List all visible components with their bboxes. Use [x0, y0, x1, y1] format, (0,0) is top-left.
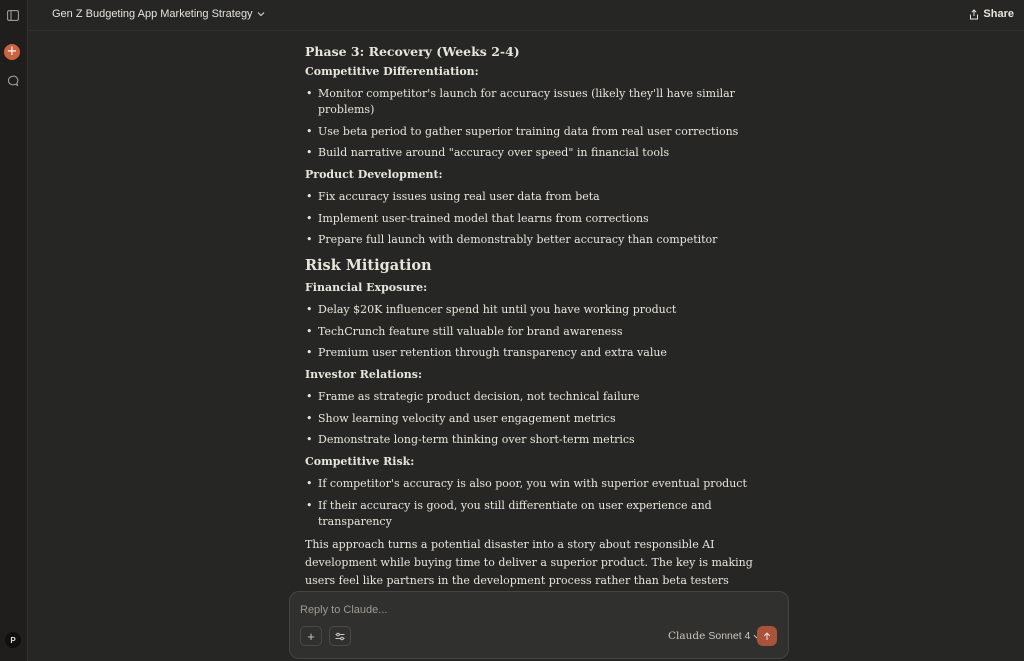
reply-input[interactable] — [300, 602, 770, 618]
share-label: Share — [983, 8, 1014, 20]
closing-paragraph: This approach turns a potential disaster into a story about responsible AI development while buying time to deliver a superior product. The key is making users feel like partners in the development process rather than beta testers — [305, 537, 753, 587]
bullet-list — [305, 389, 765, 448]
add-attachment-button[interactable] — [300, 626, 322, 646]
list-item: • Frame as strategic product decision, not technical failure — [305, 389, 765, 405]
list-item: • If competitor's accuracy is also poor, you win with superior eventual product — [305, 476, 765, 492]
plus-icon: + — [6, 44, 18, 59]
list-item: • TechCrunch feature still valuable for brand awareness — [305, 324, 765, 340]
model-version: Sonnet 4 — [708, 630, 751, 642]
assistant-message — [305, 44, 765, 608]
bullet-list — [305, 86, 765, 161]
send-button[interactable] — [757, 626, 777, 646]
list-item: • Implement user-trained model that learns from corrections — [305, 211, 765, 227]
share-button[interactable] — [969, 8, 1014, 20]
list-item: • Show learning velocity and user engagement metrics — [305, 411, 765, 427]
share-icon — [969, 9, 979, 20]
tools-button[interactable] — [329, 626, 351, 646]
section-heading: Financial Exposure: — [305, 281, 428, 294]
section-heading: Competitive Risk: — [305, 455, 415, 468]
list-item: • Delay $20K influencer spend hit until you have working product — [305, 302, 765, 318]
list-item: • Build narrative around "accuracy over speed" in financial tools — [305, 145, 765, 161]
sidebar-toggle-icon[interactable] — [4, 6, 22, 24]
list-item: • Monitor competitor's launch for accuracy issues (likely they'll have similar problems) — [305, 86, 765, 118]
avatar[interactable]: P — [5, 632, 21, 648]
bullet-list — [305, 302, 765, 361]
sliders-icon — [335, 632, 345, 641]
chat-bubble-icon[interactable] — [4, 72, 22, 90]
chevron-down-icon — [257, 11, 265, 17]
reply-composer — [289, 591, 789, 659]
model-selector[interactable] — [668, 630, 760, 642]
section-heading: Product Development: — [305, 168, 443, 181]
model-name: Claude — [668, 630, 706, 642]
list-item: • Demonstrate long-term thinking over short-term metrics — [305, 432, 765, 448]
section-heading: Investor Relations: — [305, 368, 423, 381]
risk-mitigation-heading: Risk Mitigation — [305, 257, 432, 274]
list-item: • Prepare full launch with demonstrably better accuracy than competitor — [305, 232, 765, 248]
list-item: • Premium user retention through transparency and extra value — [305, 345, 765, 361]
list-item: • Use beta period to gather superior training data from real user corrections — [305, 124, 765, 140]
bullet-list — [305, 189, 765, 248]
phase3-heading: Phase 3: Recovery (Weeks 2-4) — [305, 44, 520, 59]
plus-icon: + — [307, 628, 315, 644]
list-item: • If their accuracy is good, you still differentiate on user experience and transparency — [305, 498, 765, 530]
section-heading: Competitive Differentiation: — [305, 65, 479, 78]
bullet-list — [305, 476, 765, 530]
chat-title-button[interactable] — [52, 8, 265, 20]
arrow-up-icon — [763, 632, 771, 641]
new-chat-button[interactable] — [4, 44, 20, 60]
chat-title: Gen Z Budgeting App Marketing Strategy — [52, 8, 253, 20]
left-rail — [0, 0, 28, 661]
top-header — [28, 0, 1024, 31]
list-item: • Fix accuracy issues using real user data from beta — [305, 189, 765, 205]
